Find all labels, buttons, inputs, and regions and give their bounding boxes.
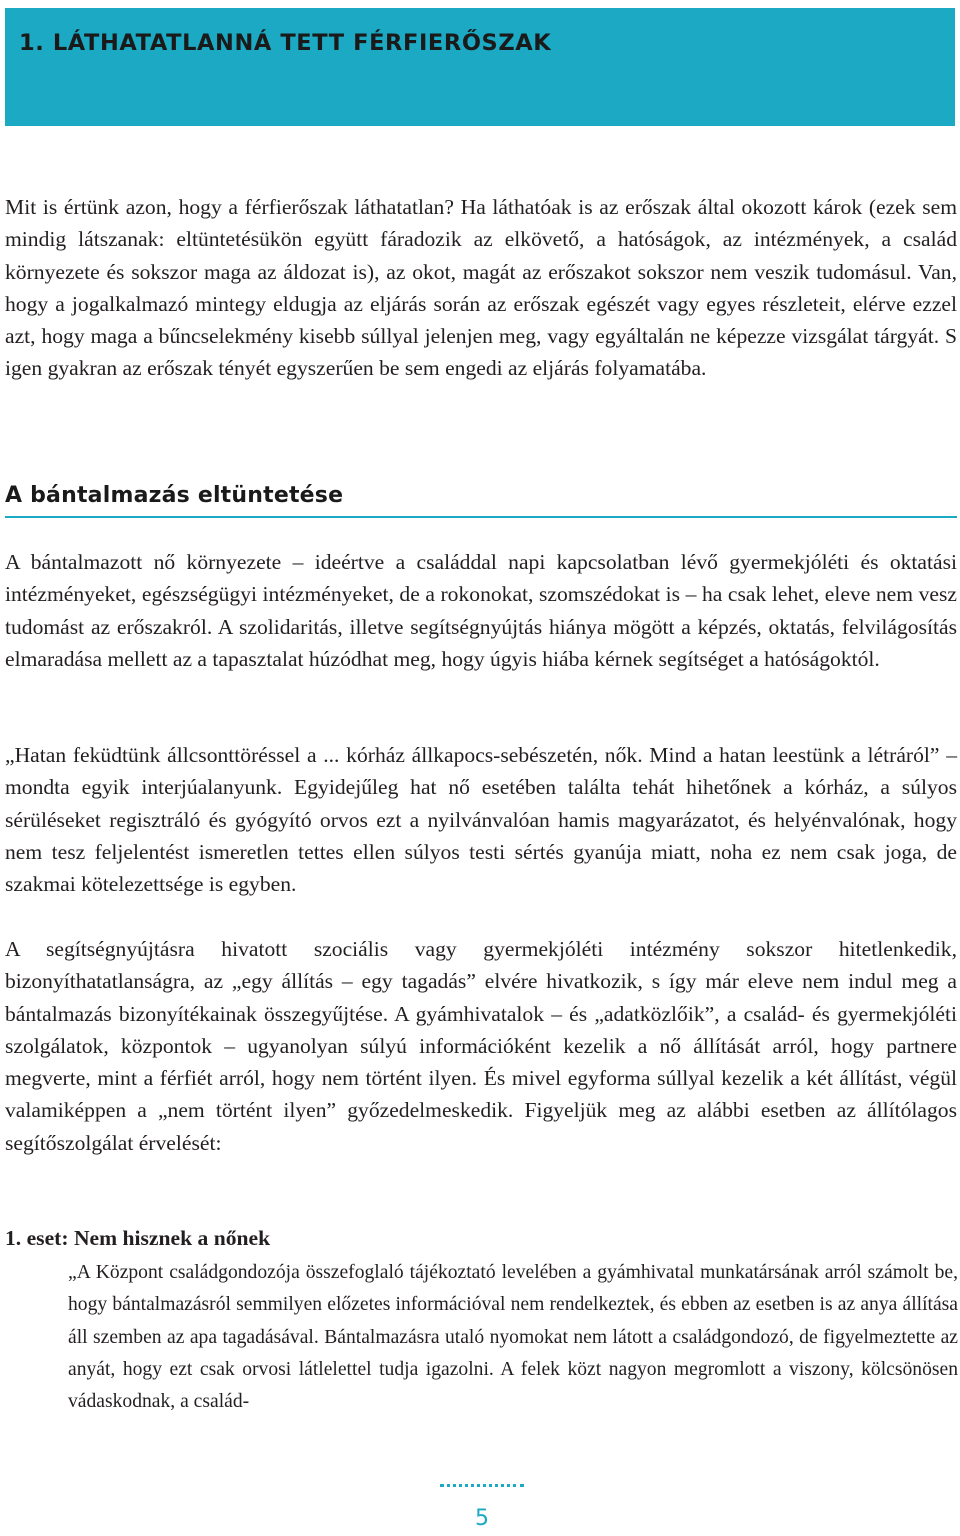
chapter-header-band: [5, 8, 955, 126]
case-title: 1. eset: Nem hisznek a nőnek: [5, 1226, 271, 1250]
section-paragraph-2: „Hatan feküdtünk állcsonttöréssel a ... kórház állkapocs-sebészetén, nők. Mind a hatan leestünk a létráról” – mondta egyik interjúalanyunk. Egyidejűleg hat nő esetében találta tehát hihetőnek a kórház, a súlyos sérüléseket regisztráló és gyógyító orvos ezt a nyilvánvalóan hamis magyarázatot, és helyénvalónak, hogy nem tesz feljelentést ismeretlen tettes ellen súlyos testi sértés gyanúja miatt, noha ez nem csak joga, de szakmai kötelezettsége is egyben.: [5, 743, 957, 897]
footer-dotted-rule: [440, 1484, 524, 1487]
chapter-title: 1. LÁTHATATLANNÁ TETT FÉRFIERŐSZAK: [19, 30, 552, 56]
section-paragraph-1: A bántalmazott nő környezete – ideértve a családdal napi kapcsolatban lévő gyermekjóléti és oktatási intézményeket, egészségügyi intézményeket, de a rokonokat, szomszédokat is – ha csak lehet, eleve nem vesz tudomást az erőszakról. A szolidaritás, illetve segítségnyújtás hiánya mögött a képzés, oktatás, felvilágosítás elmaradása mellett az a tapasztalat húzódhat meg, hogy úgyis hiába kérnek segítséget a hatóságoktól.: [5, 550, 957, 671]
section-paragraph-3: A segítségnyújtásra hivatott szociális vagy gyermekjóléti intézmény sokszor hitetlenkedik, bizonyíthatatlanságra, az „egy állítás – egy tagadás” elvére hivatkozik, s így már eleve nem indul meg a bántalmazás bizonyítékainak összegyűjtése. A gyámhivatalok – és „adatközlőik”, a család- és gyermekjóléti szolgálatok, központok – ugyanolyan súlyú információként kezelik a nő állítását arról, hogy partnere megverte, mint a férfiét arról, hogy nem történt ilyen. És mivel egyforma súllyal kezelik a két állítást, végül valamiképpen a „nem történt ilyen” győzedelmeskedik. Figyeljük meg az alábbi esetben az állítólagos segítőszolgálat érvelését:: [5, 937, 957, 1155]
intro-paragraph: Mit is értünk azon, hogy a férfierőszak láthatatlan? Ha láthatóak is az erőszak által okozott károk (ezek sem mindig látszanak: eltüntetésükön együtt fáradozik az elkövető, a hatóságok, az intézmények, a család környezete és sokszor maga az áldozat is), az okot, magát az erőszakot sokszor nem veszik tudomásul. Van, hogy a jogalkalmazó mintegy eldugja az eljárás során az erőszak egészét vagy egyes részleteit, elérve ezzel azt, hogy maga a bűncselekmény kisebb súllyal jelenjen meg, vagy egyáltalán ne képezze vizsgálat tárgyát. S igen gyakran az erőszak tényét egyszerűen be sem engedi az eljárás folyamatába.: [5, 195, 957, 381]
case-quote: „A Központ családgondozója összefoglaló tájékoztató levelében a gyámhivatal munkatársának arról számolt be, hogy bántalmazásról semmilyen előzetes információval nem rendelkeztek, és ebben az esetben is az anya állítása áll szemben az apa tagadásával. Bántalmazásra utaló nyomokat nem látott a családgondozó, de figyelmeztette az anyát, hogy ezt csak orvosi látlelettel tudja igazolni. A felek közt nagyon megromlott a viszony, kölcsönösen vádaskodnak, a család-: [68, 1262, 958, 1413]
page-number: 5: [475, 1506, 489, 1531]
section-heading: [5, 480, 957, 518]
section-heading-text: A bántalmazás eltüntetése: [5, 483, 344, 508]
